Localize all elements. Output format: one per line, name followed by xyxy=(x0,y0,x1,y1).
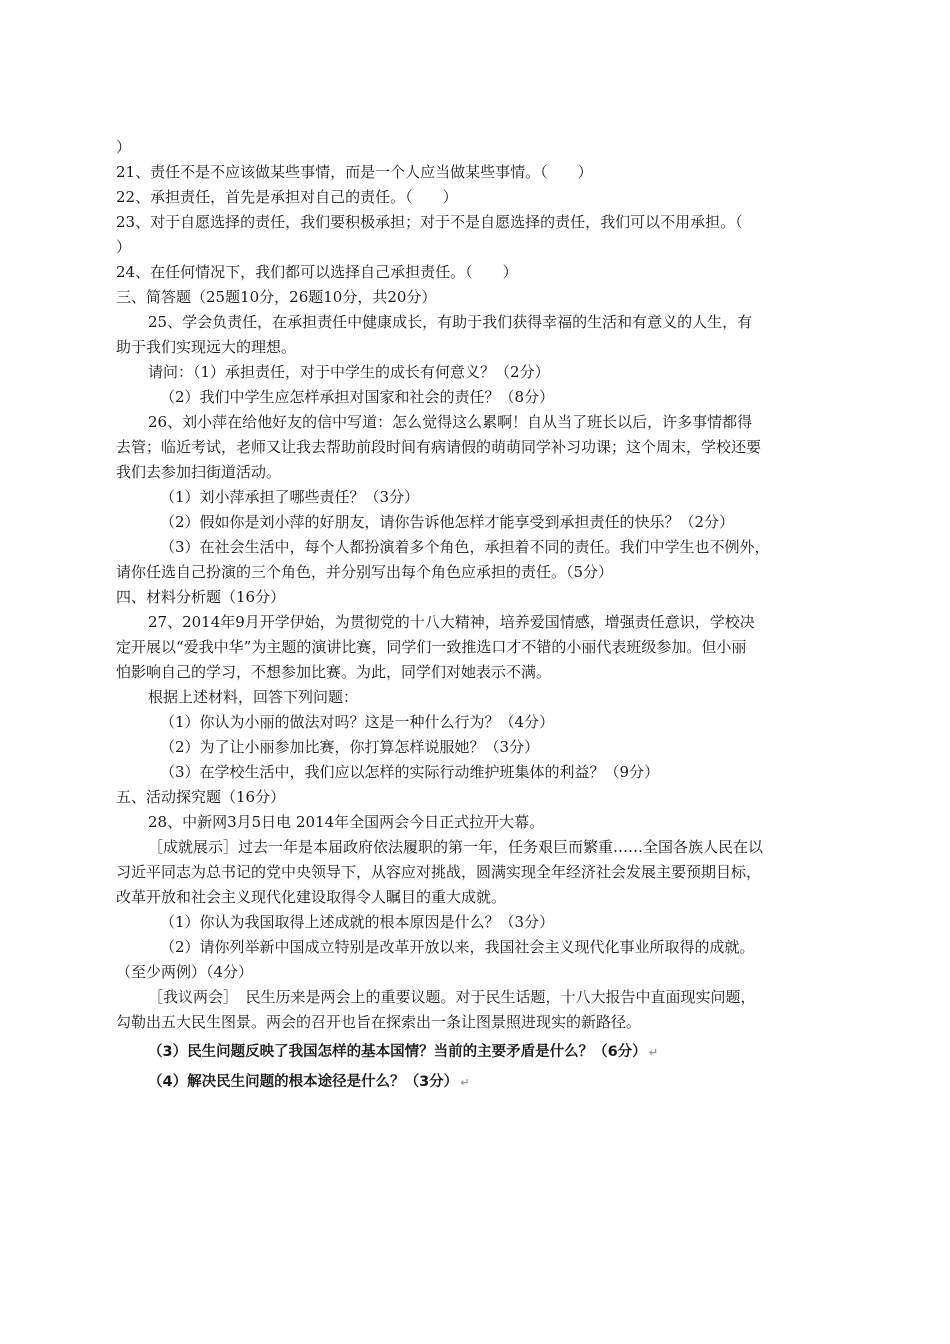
question-28-3 xyxy=(148,1043,840,1062)
text-line: 我们去参加扫街道活动。 xyxy=(116,463,282,481)
question-25: 25、学会负责任，在承担责任中健康成长，有助于我们获得幸福的生活和有意义的人生，有 xyxy=(148,313,753,331)
return-mark-icon: ↵ xyxy=(648,1046,658,1059)
text-line: ［成就展示］过去一年是本届政府依法履职的第一年，任务艰巨而繁重……全国各族人民在以 xyxy=(148,838,764,856)
text-line: 请你任选自己扮演的三个角色，并分别写出每个角色应承担的责任。（5分） xyxy=(116,563,614,581)
text-line: 去管；临近考试，老师又让我去帮助前段时间有病请假的萌萌同学补习功课；这个周末，学校还要 xyxy=(116,438,762,456)
text-span: （3）民生问题反映了我国怎样的基本国情？当前的主要矛盾是什么？（6分） xyxy=(148,1044,647,1060)
question-22: 22、承担责任，首先是承担对自己的责任。（ ） xyxy=(116,188,458,206)
question-27: 27、2014年9月开学伊始，为贯彻党的十八大精神，培养爱国情感，增强责任意识，学校决 xyxy=(148,613,755,631)
text-line: （2）假如你是刘小萍的好朋友，请你告诉他怎样才能享受到承担责任的快乐？（2分） xyxy=(160,513,735,531)
text-line: （2）请你列举新中国成立特别是改革开放以来，我国社会主义现代化事业所取得的成就。 xyxy=(160,938,755,956)
text-line: 习近平同志为总书记的党中央领导下，从容应对挑战，圆满实现全年经济社会发展主要预期目标， xyxy=(116,863,762,881)
text-line: （2）为了让小丽参加比赛，你打算怎样说服她？（3分） xyxy=(160,738,540,756)
text-line: （2）我们中学生应怎样承担对国家和社会的责任？（8分） xyxy=(160,388,555,406)
text-line: （至少两例）（4分） xyxy=(116,963,254,981)
text-line: （1）刘小萍承担了哪些责任？（3分） xyxy=(160,488,420,506)
text-span: （4）解决民生问题的根本途径是什么？（3分） xyxy=(148,1074,459,1090)
question-28: 28、中新网3月5日电 2014年全国两会今日正式拉开大幕。 xyxy=(148,813,545,831)
section-heading-4: 四、材料分析题（16分） xyxy=(116,588,286,606)
text-line: （3）在社会生活中，每个人都扮演着多个角色，承担着不同的责任。我们中学生也不例外， xyxy=(160,538,770,556)
question-23: 23、对于自愿选择的责任，我们要积极承担；对于不是自愿选择的责任，我们可以不用承担。（ xyxy=(116,213,743,231)
question-21: 21、责任不是不应该做某些事情，而是一个人应当做某些事情。（ ） xyxy=(116,163,593,181)
question-26: 26、刘小萍在给他好友的信中写道：怎么觉得这么累啊！自从当了班长以后，许多事情都得 xyxy=(148,413,753,431)
section-heading-3: 三、简答题（25题10分，26题10分，共20分） xyxy=(116,288,437,306)
text-line: 根据上述材料，回答下列问题： xyxy=(148,688,359,706)
question-28-4 xyxy=(148,1073,840,1092)
text-line: ［我议两会］ 民生历来是两会上的重要议题。对于民生话题，十八大报告中直面现实问题， xyxy=(148,988,756,1006)
text-line: 改革开放和社会主义现代化建设取得令人瞩目的重大成就。 xyxy=(116,888,507,906)
section-heading-5: 五、活动探究题（16分） xyxy=(116,788,286,806)
text-line: （1）你认为小丽的做法对吗？这是一种什么行为？（4分） xyxy=(160,713,555,731)
text-line: 怕影响自己的学习，不想参加比赛。为此，同学们对她表示不满。 xyxy=(116,663,552,681)
text-line: 助于我们实现远大的理想。 xyxy=(116,338,297,356)
text-line: 请问：（1）承担责任，对于中学生的成长有何意义？（2分） xyxy=(148,363,550,381)
text-line: ） xyxy=(116,138,132,156)
text-line: ） xyxy=(116,238,132,256)
return-mark-icon: ↵ xyxy=(460,1076,470,1089)
text-line: （1）你认为我国取得上述成就的根本原因是什么？（3分） xyxy=(160,913,555,931)
text-line: 勾勒出五大民生图景。两会的召开也旨在探索出一条让图景照进现实的新路径。 xyxy=(116,1013,642,1031)
question-24: 24、在任何情况下，我们都可以选择自己承担责任。（ ） xyxy=(116,263,518,281)
text-line: （3）在学校生活中，我们应以怎样的实际行动维护班集体的利益？（9分） xyxy=(160,763,660,781)
text-line: 定开展以“爱我中华”为主题的演讲比赛，同学们一致推选口才不错的小丽代表班级参加。但小丽 xyxy=(116,638,747,656)
